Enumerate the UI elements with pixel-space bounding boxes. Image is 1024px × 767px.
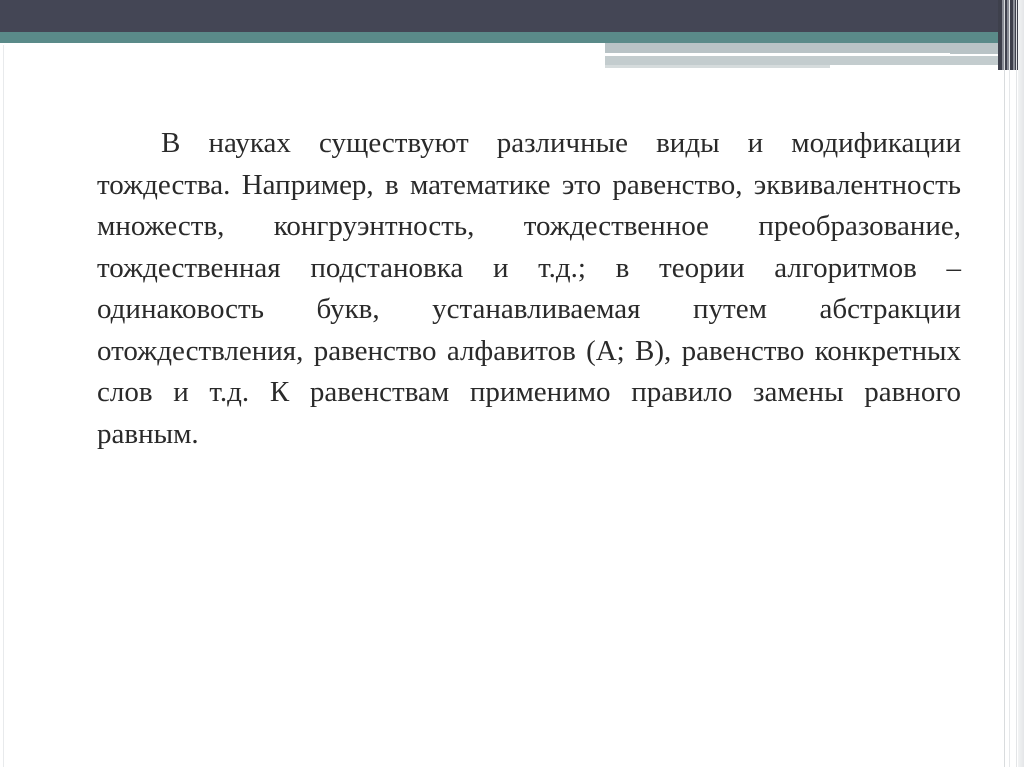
header-grey-band-secondary (605, 56, 1000, 65)
slide-body-text: В науках существуют различные виды и модификации тождества. Например, в математике это равенство, эквивалентность множеств, конгруэнтность, тождественное преобразование, тождественная подстановка и т.д.; в теории алгоритмов – одинаковость букв, устанавливаемая путем абстракции отождествления, равенство алфавитов (А; В), равенство конкретных слов и т.д. К равенствам применимо правило замены равного равным. (97, 127, 961, 450)
header-divider-line (0, 43, 605, 45)
header-teal-band (0, 32, 1024, 43)
right-edge-line (1009, 0, 1010, 767)
header-grey-band-tertiary (605, 65, 830, 68)
right-edge-shadow (1018, 0, 1024, 767)
left-edge-line (3, 45, 4, 767)
right-edge-line (1016, 0, 1017, 767)
right-edge-stripe (1013, 0, 1015, 70)
header-dark-band (0, 0, 1024, 32)
right-edge-line (1004, 0, 1005, 767)
